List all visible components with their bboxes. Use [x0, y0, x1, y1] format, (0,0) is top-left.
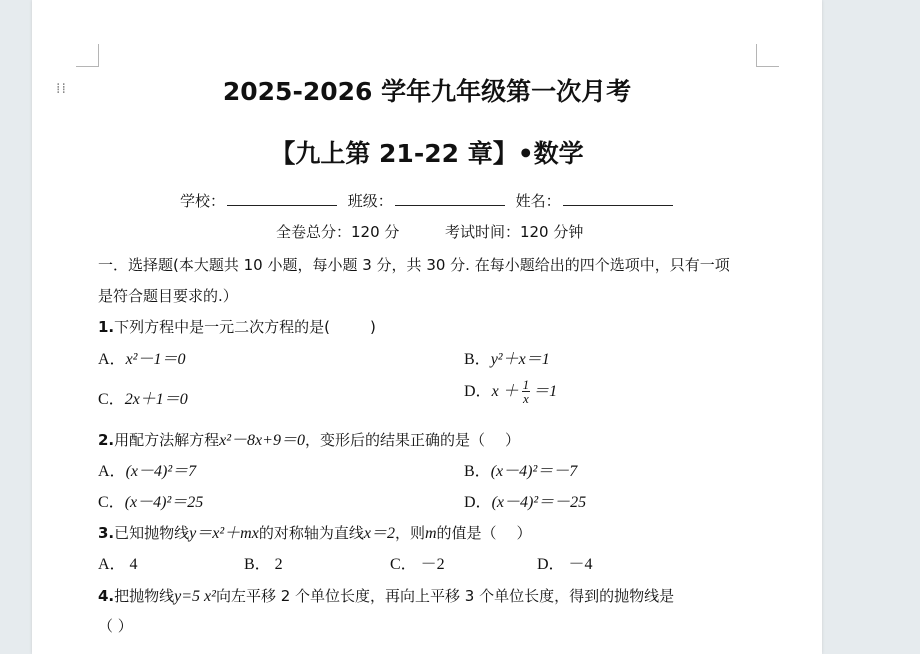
drag-handle-icon[interactable]: ⁞⁞	[56, 81, 67, 97]
question-3-option-b: B． 2	[244, 556, 283, 573]
question-1-stem	[98, 316, 376, 337]
class-blank[interactable]	[395, 193, 505, 206]
question-4-number: 4.	[98, 587, 115, 605]
doc-title: 2025-2026 学年九年级第一次月考	[222, 77, 632, 106]
question-2-option-c: C．(x－4)²＝25	[98, 494, 204, 511]
margin-corner-mark-left	[76, 44, 99, 67]
question-1-text: 下列方程中是一元二次方程的是(	[114, 318, 330, 336]
question-3-option-d: D． －4	[537, 556, 593, 573]
question-4-stem: 4.把抛物线y=5 x²向左平移 2 个单位长度，再向上平移 3 个单位长度，得到的抛物线是	[98, 587, 675, 605]
question-1-option-d: D．x ＋ $\frac{1}{x}$ ＝1	[464, 377, 558, 406]
question-1-close: )	[370, 318, 376, 336]
doc-subtitle: 【九上第 21-22 章】•数学	[270, 139, 584, 168]
question-2-option-d: D．(x－4)²＝－25	[464, 494, 587, 511]
section1-instructions-line2: 是符合题目要求的.）	[98, 287, 238, 305]
document-page	[32, 0, 822, 654]
margin-corner-mark-right	[756, 44, 779, 67]
question-3-option-c: C． －2	[390, 556, 445, 573]
school-blank[interactable]	[227, 193, 337, 206]
question-1-option-b: B．y²＋x＝1	[464, 351, 550, 368]
question-1-option-a: A．x²－1＝0	[98, 351, 186, 368]
question-1-number: 1.	[98, 318, 115, 336]
exam-time: 考试时间：120 分钟	[444, 223, 584, 241]
exam-meta-row	[276, 221, 583, 242]
fraction-one-over-x: $\frac{1}{x}$	[522, 377, 530, 406]
question-2-stem: 2.用配方法解方程x²－8x+9＝0，变形后的结果正确的是（ ）	[98, 431, 520, 449]
question-2-option-b: B．(x－4)²＝－7	[464, 463, 578, 480]
name-label: 姓名：	[515, 192, 561, 210]
school-label: 学校：	[180, 192, 226, 210]
total-score: 全卷总分：120 分	[276, 223, 400, 241]
question-3-option-a: A． 4	[98, 556, 138, 573]
class-label: 班级：	[347, 192, 393, 210]
student-info-row	[180, 190, 679, 211]
question-2-number: 2.	[98, 431, 115, 449]
name-blank[interactable]	[563, 193, 673, 206]
question-1-option-c: C．2x＋1＝0	[98, 391, 188, 408]
question-3-number: 3.	[98, 524, 115, 542]
question-2-option-a: A．(x－4)²＝7	[98, 463, 197, 480]
section1-instructions-line1: 一．选择题(本大题共 10 小题，每小题 3 分，共 30 分. 在每小题给出的四个选项中，只有一项	[98, 256, 730, 274]
question-3-stem: 3.已知抛物线y＝x²＋mx的对称轴为直线x＝2，则m的值是（ ）	[98, 524, 532, 542]
question-4-stem-line2: （ ）	[98, 617, 133, 635]
